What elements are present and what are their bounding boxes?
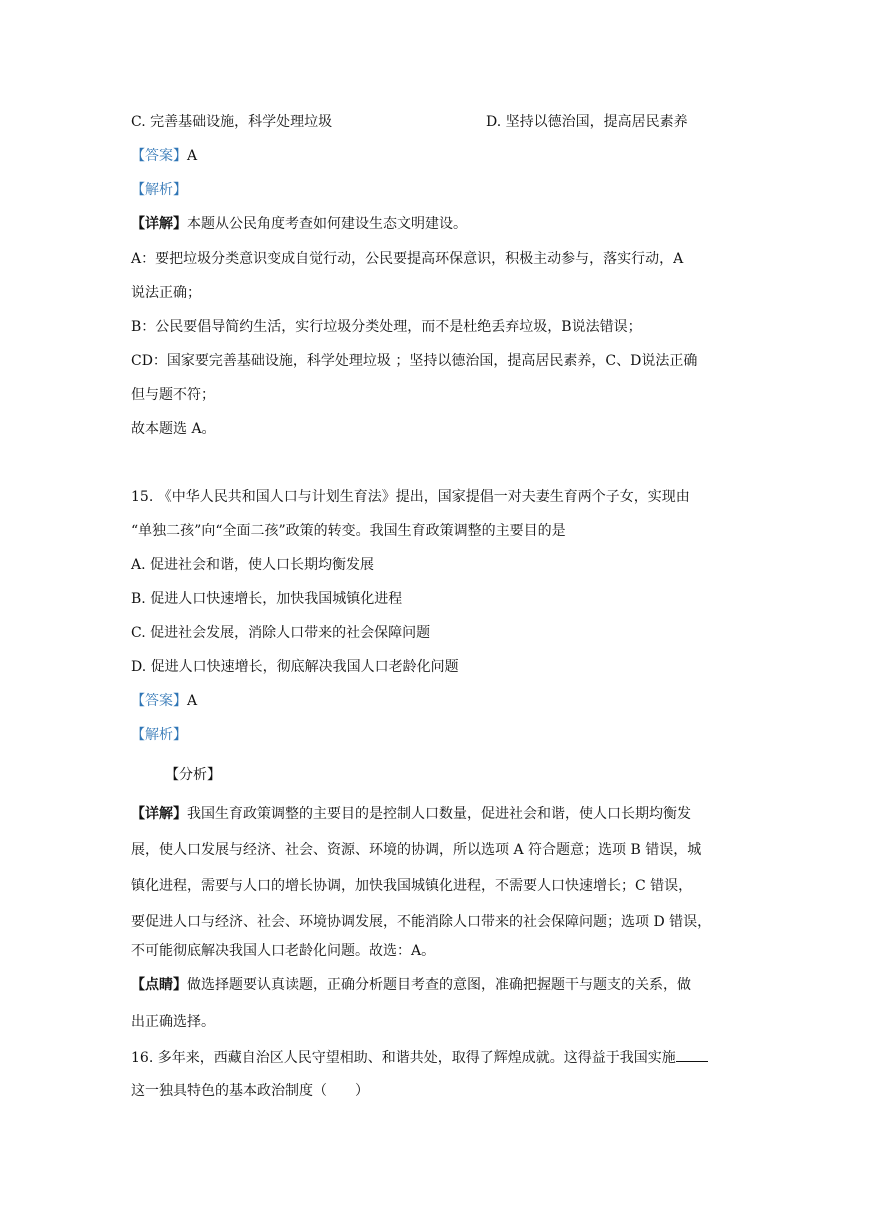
q14-option-c: C. 完善基础设施，科学处理垃圾 <box>131 114 333 130</box>
answer-value: A <box>187 148 198 164</box>
detail-label: 【详解】 <box>131 216 187 232</box>
fill-blank <box>676 1047 708 1062</box>
q15-dianjing-line2: 出正确选择。 <box>131 1014 215 1030</box>
q15-detail-line2: 展，使人口发展与经济、社会、资源、环境的协调，所以选项 A 符合题意；选项 B 错误，城 <box>131 842 702 858</box>
q16-stem-text: 16. 多年来，西藏自治区人民守望相助、和谐共处，取得了辉煌成就。这得益于我国实施 <box>131 1050 676 1066</box>
q14-conclusion: 故本题选 A。 <box>131 421 216 437</box>
q15-stem-line2: “单独二孩”向“全面二孩”政策的转变。我国生育政策调整的主要目的是 <box>131 523 566 539</box>
q14-line-cd1: CD：国家要完善基础设施，科学处理垃圾 ；坚持以德治国，提高居民素养，C、D说法正确 <box>131 353 698 369</box>
q15-fenxi-label: 【分析】 <box>165 767 221 783</box>
q16-stem-line1 <box>131 1047 751 1067</box>
q15-analysis-label: 【解析】 <box>131 727 187 743</box>
q16-stem-line2: 这一独具特色的基本政治制度（ ） <box>131 1083 369 1099</box>
q15-stem-line1: 15. 《中华人民共和国人口与计划生育法》提出，国家提倡一对夫妻生育两个子女，实现由 <box>131 489 690 505</box>
q15-option-c: C. 促进社会发展，消除人口带来的社会保障问题 <box>131 625 431 641</box>
q14-option-d: D. 坚持以德治国，提高居民素养 <box>486 114 688 130</box>
q15-detail-line1 <box>131 804 751 824</box>
dianjing-text: 做选择题要认真读题，正确分析题目考查的意图，准确把握题干与题支的关系，做 <box>187 977 691 993</box>
q15-option-a: A. 促进社会和谐，使人口长期均衡发展 <box>131 557 375 573</box>
detail-text: 我国生育政策调整的主要目的是控制人口数量，促进社会和谐，使人口长期均衡发 <box>187 806 691 822</box>
answer-label: 【答案】 <box>131 693 187 709</box>
dianjing-label: 【点睛】 <box>131 977 187 993</box>
answer-value: A <box>187 693 198 709</box>
q14-line-b: B：公民要倡导简约生活，实行垃圾分类处理，而不是杜绝丢弃垃圾，B说法错误； <box>131 319 642 335</box>
q14-line-a2: 说法正确； <box>131 285 201 301</box>
q15-detail-line3: 镇化进程，需要与人口的增长协调，加快我国城镇化进程，不需要人口快速增长；C 错误， <box>131 878 693 894</box>
q15-option-d: D. 促进人口快速增长，彻底解决我国人口老龄化问题 <box>131 659 459 675</box>
q14-analysis-label: 【解析】 <box>131 182 187 198</box>
q15-dianjing-line1 <box>131 975 751 995</box>
q15-detail-line5: 不可能彻底解决我国人口老龄化问题。故选：A。 <box>131 943 436 959</box>
detail-label: 【详解】 <box>131 806 187 822</box>
q14-line-a1: A：要把垃圾分类意识变成自觉行动，公民要提高环保意识，积极主动参与，落实行动，A <box>131 251 684 267</box>
q14-detail <box>131 214 751 234</box>
q14-answer <box>131 146 751 166</box>
answer-label: 【答案】 <box>131 148 187 164</box>
detail-text: 本题从公民角度考查如何建设生态文明建设。 <box>187 216 467 232</box>
q15-detail-line4: 要促进人口与经济、社会、环境协调发展，不能消除人口带来的社会保障问题；选项 D 错误， <box>131 914 712 930</box>
q15-option-b: B. 促进人口快速增长，加快我国城镇化进程 <box>131 591 403 607</box>
q14-line-cd2: 但与题不符； <box>131 387 215 403</box>
q15-answer <box>131 691 751 711</box>
